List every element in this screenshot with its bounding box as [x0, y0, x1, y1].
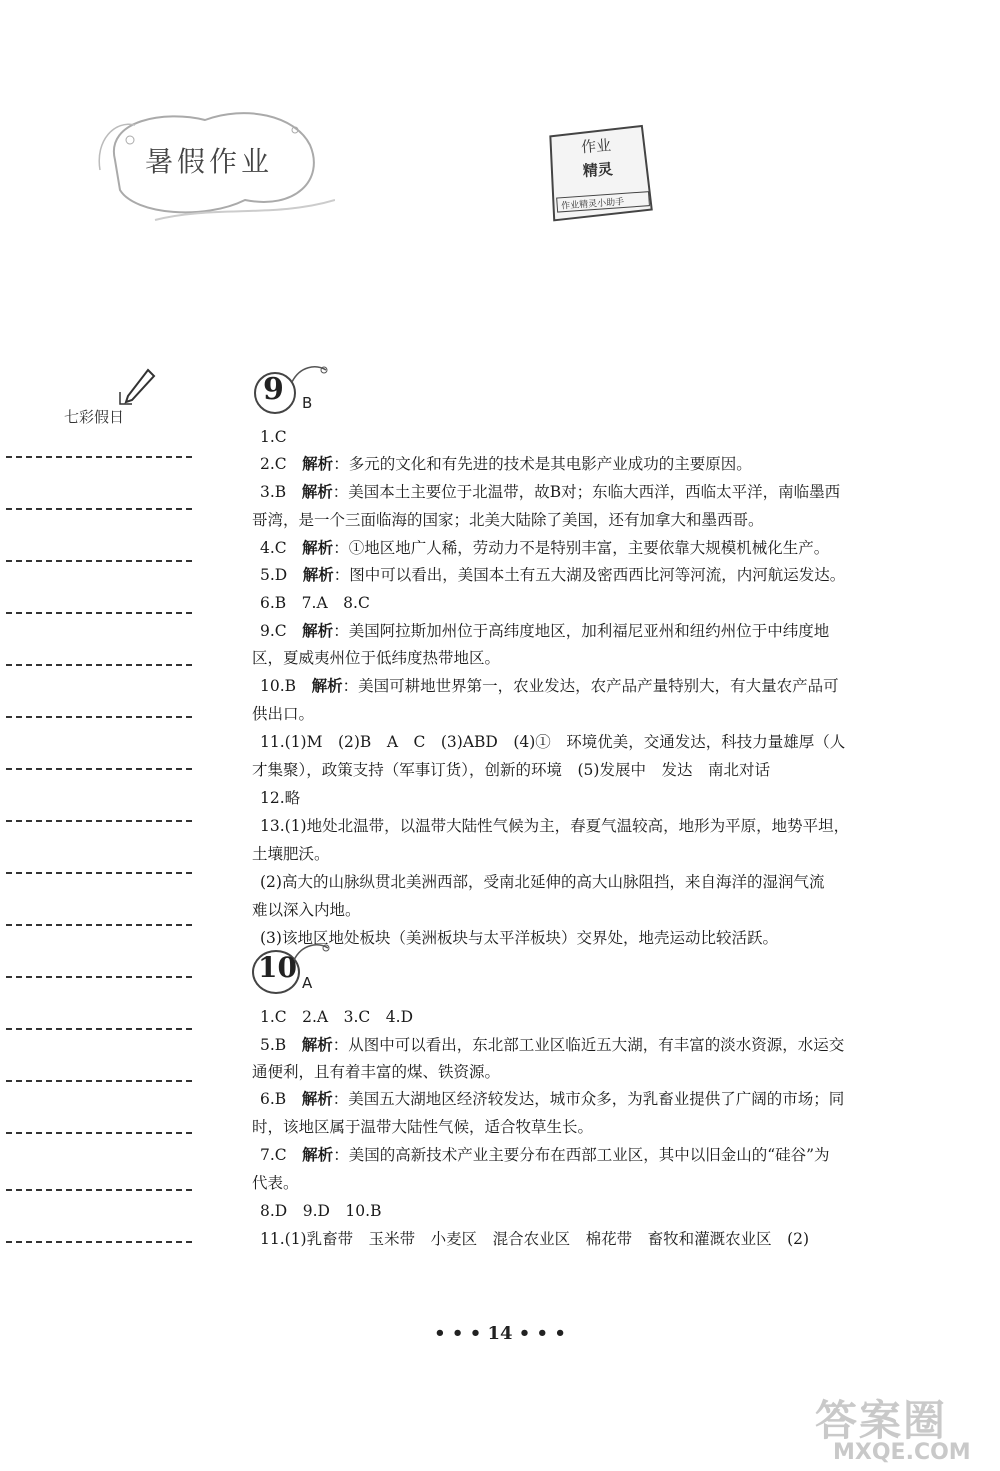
note-line: [6, 716, 192, 718]
note-line: [6, 872, 192, 874]
note-line: [6, 820, 192, 822]
answer-line: 12.略: [260, 789, 301, 807]
answer-line: 6.B 解析：美国五大湖地区经济较发达，城市众多，为乳畜业提供了广阔的市场；同: [260, 1090, 845, 1108]
watermark-logo: [775, 1380, 995, 1470]
answer-line: 通便利，且有着丰富的煤、铁资源。: [252, 1063, 501, 1081]
answer-line: 5.B 解析：从图中可以看出，东北部工业区临近五大湖，有丰富的淡水资源，水运交: [260, 1036, 845, 1054]
page-number: • • • 14 • • •: [434, 1323, 566, 1344]
note-line: [6, 1028, 192, 1030]
answer-line: 土壤肥沃。: [252, 845, 330, 863]
answer-line: 10.B 解析：美国可耕地世界第一，农业发达，农产品产量特别大，有大量农产品可: [260, 677, 839, 695]
answer-line: 9.C 解析：美国阿拉斯加州位于高纬度地区，加利福尼亚州和纽约州位于中纬度地: [260, 622, 830, 640]
banner-title: 暑假作业: [145, 145, 274, 178]
note-line: [6, 1080, 192, 1082]
sidebar-title: 七彩假日: [64, 408, 125, 426]
stamp-line2: 精灵: [582, 160, 614, 181]
stamp-line1: 作业: [580, 136, 612, 157]
note-line: [6, 456, 192, 458]
answer-line: 7.C 解析：美国的高新技术产业主要分布在西部工业区，其中以旧金山的“硅谷”为: [260, 1146, 830, 1164]
section-letter: B: [302, 394, 313, 412]
leaf-icon: [292, 940, 332, 964]
section-badge-10a: [256, 948, 346, 996]
note-line: [6, 768, 192, 770]
note-line: [6, 1241, 192, 1243]
answer-line: 1.C: [260, 428, 287, 446]
note-line: [6, 976, 192, 978]
note-line: [6, 924, 192, 926]
section-number: 9: [263, 372, 284, 407]
answer-line: 哥湾，是一个三面临海的国家；北美大陆除了美国，还有加拿大和墨西哥。: [252, 511, 764, 529]
stamp-logo: [542, 121, 658, 223]
answer-line: (2)高大的山脉纵贯北美洲西部，受南北延伸的高大山脉阻挡，来自海洋的湿润气流: [260, 873, 825, 891]
leaf-icon: [290, 362, 330, 386]
answer-line: 5.D 解析：图中可以看出，美国本土有五大湖及密西西比河等河流，内河航运发达。: [260, 566, 846, 584]
answer-line: 8.D 9.D 10.B: [260, 1202, 382, 1220]
answer-line: 区，夏威夷州位于低纬度热带地区。: [252, 649, 501, 667]
note-line: [6, 1132, 192, 1134]
note-line: [6, 560, 192, 562]
banner-decoration: [95, 100, 335, 230]
note-line: [6, 612, 192, 614]
answer-line: 11.(1)乳畜带 玉米带 小麦区 混合农业区 棉花带 畜牧和灌溉农业区 (2): [260, 1230, 810, 1248]
answer-line: 2.C 解析：多元的文化和有先进的技术是其电影产业成功的主要原因。: [260, 455, 752, 473]
answer-line: 1.C 2.A 3.C 4.D: [260, 1008, 413, 1026]
answer-line: 时，该地区属于温带大陆性气候，适合牧草生长。: [252, 1118, 594, 1136]
answer-line: 4.C 解析：①地区地广人稀，劳动力不是特别丰富，主要依靠大规模机械化生产。: [260, 539, 830, 557]
answer-line: 难以深入内地。: [252, 901, 361, 919]
watermark-line2: MXQE.COM: [833, 1440, 971, 1465]
note-line: [6, 664, 192, 666]
section-number: 10: [258, 951, 297, 984]
answer-line: 供出口。: [252, 705, 315, 723]
answer-line: 3.B 解析：美国本土主要位于北温带，故B对；东临大西洋，西临太平洋，南临墨西: [260, 483, 841, 501]
answer-line: 6.B 7.A 8.C: [260, 594, 370, 612]
note-line: [6, 508, 192, 510]
note-line: [6, 1189, 192, 1191]
stamp-line3: 作业精灵小助手: [560, 197, 625, 212]
section-letter: A: [302, 974, 313, 992]
answer-line: 才集聚），政策支持（军事订货），创新的环境 (5)发展中 发达 南北对话: [252, 761, 770, 779]
watermark-line1: 答案圈: [815, 1396, 948, 1445]
answer-line: 11.(1)M (2)B A C (3)ABD (4)① 环境优美，交通发达，科技力量雄厚（人: [260, 733, 846, 751]
answer-line: 代表。: [252, 1174, 299, 1192]
answer-line: 13.(1)地处北温带，以温带大陆性气候为主，春夏气温较高，地形为平原，地势平坦，: [260, 817, 850, 835]
section-badge-9b: [258, 372, 348, 420]
pen-icon: [118, 368, 158, 408]
answer-line: (3)该地区地处板块（美洲板块与太平洋板块）交界处，地壳运动比较活跃。: [260, 929, 778, 947]
